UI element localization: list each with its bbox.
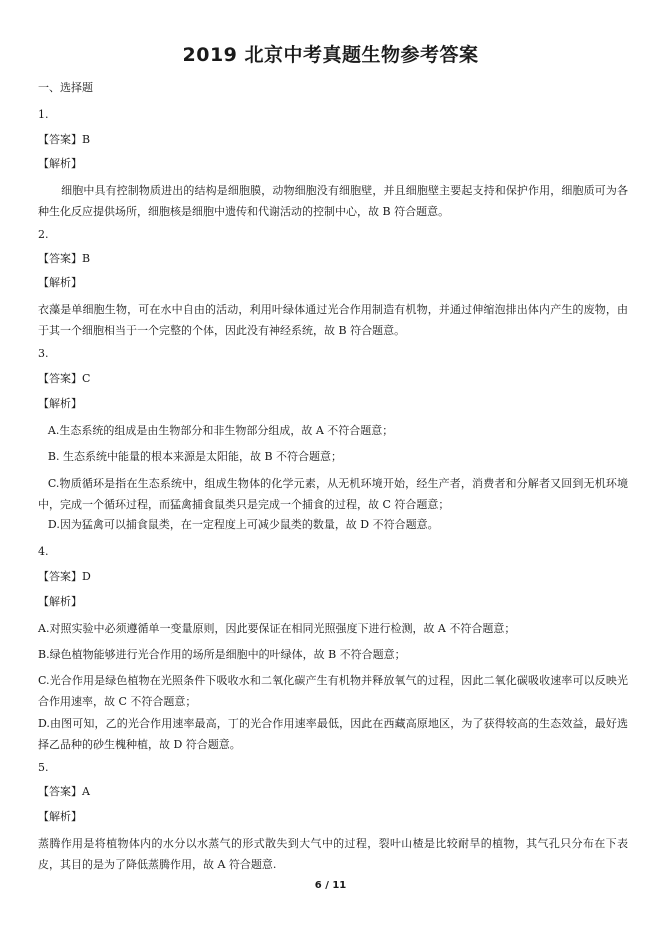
analysis-label: 【解析】 [38, 810, 82, 823]
question-number: 2. [38, 228, 49, 241]
answer-line: 【答案】B [38, 252, 91, 265]
analysis-option: B.绿色植物能够进行光合作用的场所是细胞中的叶绿体，故 B 不符合题意； [38, 648, 406, 661]
answer-line: 【答案】A [38, 785, 90, 798]
analysis-option: B. 生态系统中能量的根本来源是太阳能，故 B 不符合题意； [47, 450, 343, 463]
analysis-option: A.生态系统的组成是由生物部分和非生物部分组成，故 A 不符合题意； [47, 424, 394, 437]
question-number: 1. [38, 108, 49, 121]
page-title: 2019 北京中考真题生物参考答案 [182, 44, 479, 66]
analysis-option: D.因为猛禽可以捕食鼠类，在一定程度上可减少鼠类的数量，故 D 不符合题意。 [47, 518, 439, 531]
section-heading: 一、选择题 [38, 81, 93, 94]
analysis-label: 【解析】 [38, 397, 82, 410]
analysis-option: A.对照实验中必须遵循单一变量原则，因此要保证在相同光照强度下进行检测，故 A 不符合题意； [38, 622, 516, 635]
analysis-paragraph: 蒸腾作用是将植物体内的水分以水蒸气的形式散失到大气中的过程，裂叶山楂是比较耐旱的植物，其气孔只分布在下表皮，其目的是为了降低蒸腾作用，故 A 符合题意. [38, 837, 628, 871]
analysis-label: 【解析】 [38, 276, 82, 289]
page-indicator: 6 / 11 [314, 880, 347, 891]
question-number: 5. [38, 761, 49, 774]
analysis-option: C.光合作用是绿色植物在光照条件下吸收水和二氧化碳产生有机物并释放氧气的过程，因此二氧化碳吸收速率可以反映光合作用速率，故 C 不符合题意； [38, 674, 628, 708]
answer-line: 【答案】B [38, 133, 91, 146]
analysis-paragraph: 细胞中具有控制物质进出的结构是细胞膜，动物细胞没有细胞壁，并且细胞壁主要起支持和保护作用，细胞质可为各种生化反应提供场所，细胞核是细胞中遗传和代谢活动的控制中心，故 B 符合题意。 [38, 184, 628, 218]
analysis-paragraph: 衣藻是单细胞生物，可在水中自由的活动，利用叶绿体通过光合作用制造有机物，并通过伸缩泡排出体内产生的废物，由于其一个细胞相当于一个完整的个体，因此没有神经系统，故 B 符合题意。 [38, 303, 628, 337]
answer-line: 【答案】D [38, 570, 91, 583]
analysis-option: C.物质循环是指在生态系统中，组成生物体的化学元素，从无机环境开始，经生产者，消费者和分解者又回到无机环境中，完成一个循环过程，而猛禽捕食鼠类只是完成一个捕食的过程，故 C 符合题意； [38, 477, 628, 511]
analysis-label: 【解析】 [38, 595, 82, 608]
question-number: 3. [38, 347, 49, 360]
answer-line: 【答案】C [38, 372, 91, 385]
analysis-option: D.由图可知，乙的光合作用速率最高，丁的光合作用速率最低，因此在西藏高原地区，为了获得较高的生态效益，最好选择乙品种的砂生槐种植，故 D 符合题意。 [38, 717, 628, 751]
analysis-label: 【解析】 [38, 157, 82, 170]
question-number: 4. [38, 545, 49, 558]
